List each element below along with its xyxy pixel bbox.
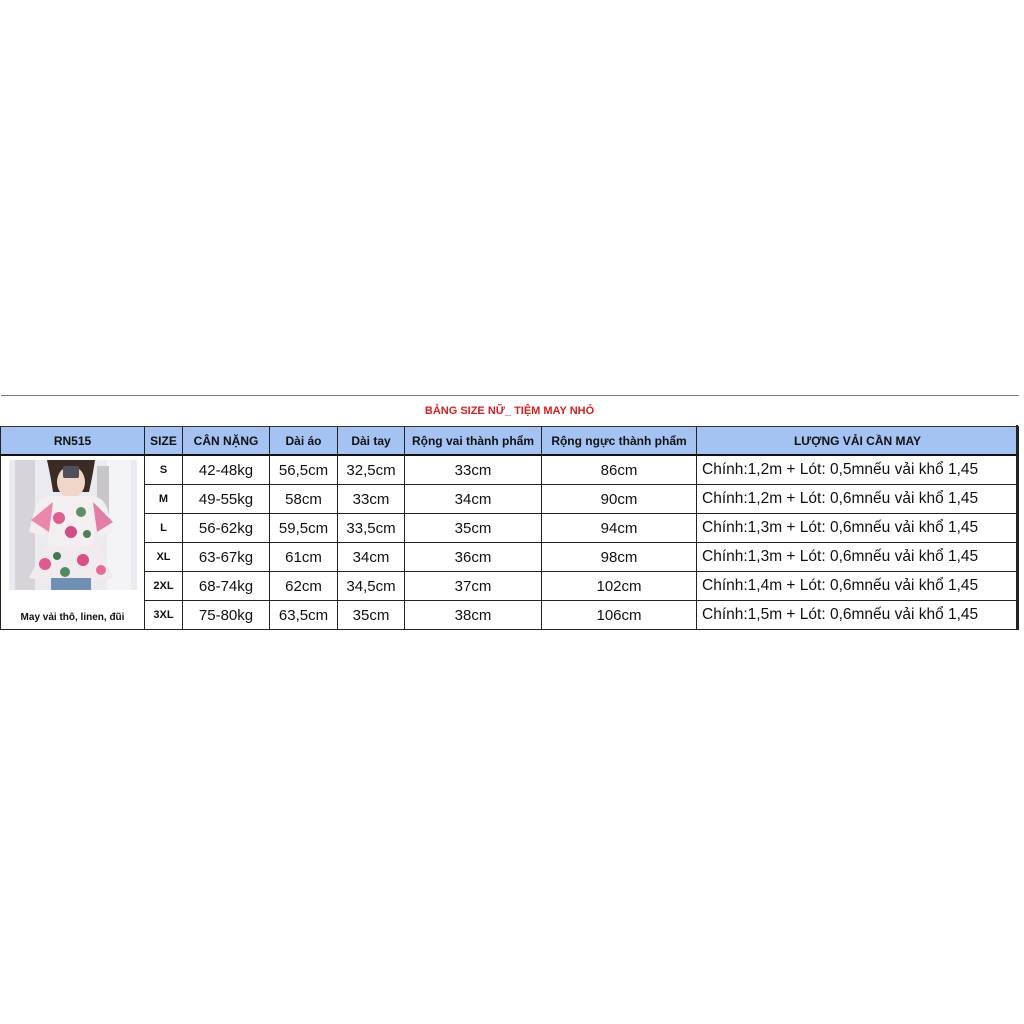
sleeve-cell: 33cm <box>338 485 405 514</box>
header-shoulder: Rộng vai thành phẩm <box>405 427 542 456</box>
table-right-border <box>1016 425 1018 630</box>
weight-cell: 63-67kg <box>183 543 270 572</box>
length-cell: 59,5cm <box>270 514 338 543</box>
size-cell: XL <box>145 543 183 572</box>
sleeve-cell: 32,5cm <box>338 455 405 485</box>
size-cell: L <box>145 514 183 543</box>
chest-cell: 86cm <box>542 455 697 485</box>
header-sleeve: Dài tay <box>338 427 405 456</box>
weight-cell: 75-80kg <box>183 601 270 630</box>
header-length: Dài áo <box>270 427 338 456</box>
sleeve-cell: 33,5cm <box>338 514 405 543</box>
length-cell: 58cm <box>270 485 338 514</box>
shoulder-cell: 35cm <box>405 514 542 543</box>
header-size: SIZE <box>145 427 183 456</box>
fabric-cell: Chính:1,2m + Lót: 0,6mnếu vải khổ 1,45 <box>697 485 1019 514</box>
title-row <box>1 396 1019 427</box>
chest-cell: 90cm <box>542 485 697 514</box>
table-row <box>1 543 1019 572</box>
fabric-cell: Chính:1,2m + Lót: 0,5mnếu vải khổ 1,45 <box>697 455 1019 485</box>
fabric-cell: Chính:1,3m + Lót: 0,6mnếu vải khổ 1,45 <box>697 514 1019 543</box>
table-row <box>1 455 1019 485</box>
product-photo <box>9 460 137 590</box>
header-product-code: RN515 <box>1 427 145 456</box>
table-row <box>1 572 1019 601</box>
header-row <box>1 427 1019 456</box>
sleeve-cell: 34cm <box>338 543 405 572</box>
size-cell: M <box>145 485 183 514</box>
table-row <box>1 601 1019 630</box>
chart-title: BẢNG SIZE NỮ_ TIỆM MAY NHỎ <box>1 396 1019 427</box>
chest-cell: 98cm <box>542 543 697 572</box>
fabric-cell: Chính:1,4m + Lót: 0,6mnếu vải khổ 1,45 <box>697 572 1019 601</box>
weight-cell: 68-74kg <box>183 572 270 601</box>
shoulder-cell: 37cm <box>405 572 542 601</box>
sleeve-cell: 35cm <box>338 601 405 630</box>
length-cell: 62cm <box>270 572 338 601</box>
chest-cell: 94cm <box>542 514 697 543</box>
length-cell: 61cm <box>270 543 338 572</box>
size-cell: S <box>145 455 183 485</box>
chest-cell: 102cm <box>542 572 697 601</box>
shoulder-cell: 33cm <box>405 455 542 485</box>
chest-cell: 106cm <box>542 601 697 630</box>
weight-cell: 42-48kg <box>183 455 270 485</box>
size-cell: 3XL <box>145 601 183 630</box>
shoulder-cell: 38cm <box>405 601 542 630</box>
length-cell: 63,5cm <box>270 601 338 630</box>
weight-cell: 49-55kg <box>183 485 270 514</box>
size-chart-table <box>0 395 1019 630</box>
fabric-caption: May vải thô, linen, đũi <box>20 612 125 623</box>
shoulder-cell: 34cm <box>405 485 542 514</box>
weight-cell: 56-62kg <box>183 514 270 543</box>
shoulder-cell: 36cm <box>405 543 542 572</box>
size-cell: 2XL <box>145 572 183 601</box>
fabric-cell: Chính:1,3m + Lót: 0,6mnếu vải khổ 1,45 <box>697 543 1019 572</box>
header-weight: CÂN NẶNG <box>183 427 270 456</box>
sleeve-cell: 34,5cm <box>338 572 405 601</box>
table-row <box>1 485 1019 514</box>
header-fabric: LƯỢNG VẢI CẦN MAY <box>697 427 1019 456</box>
fabric-cell: Chính:1,5m + Lót: 0,6mnếu vải khổ 1,45 <box>697 601 1019 630</box>
length-cell: 56,5cm <box>270 455 338 485</box>
product-photo-illustration <box>9 460 137 590</box>
table-row <box>1 514 1019 543</box>
header-chest: Rộng ngực thành phẩm <box>542 427 697 456</box>
product-photo-cell <box>1 455 145 630</box>
